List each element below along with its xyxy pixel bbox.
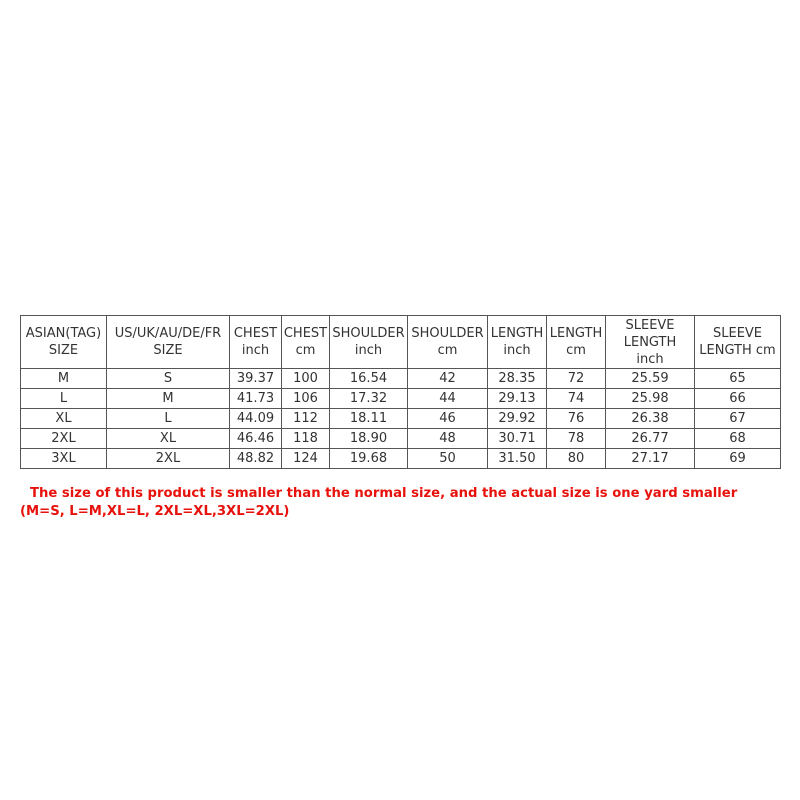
table-cell: 31.50 — [488, 449, 547, 469]
table-cell: 46.46 — [230, 429, 282, 449]
table-cell: 2XL — [21, 429, 107, 449]
table-cell: 72 — [547, 369, 606, 389]
table-cell: 78 — [547, 429, 606, 449]
header-length-inch: LENGTH inch — [488, 316, 547, 369]
table-cell: 29.13 — [488, 389, 547, 409]
header-asian-size: ASIAN(TAG) SIZE — [21, 316, 107, 369]
table-cell: 18.11 — [330, 409, 408, 429]
table-cell: 39.37 — [230, 369, 282, 389]
table-cell: 18.90 — [330, 429, 408, 449]
table-cell: 28.35 — [488, 369, 547, 389]
table-cell: 44 — [408, 389, 488, 409]
table-row — [21, 389, 781, 409]
size-note-text: The size of this product is smaller than the normal size, and the actual size is one yard smaller — [30, 486, 738, 501]
table-cell: 67 — [695, 409, 781, 429]
header-intl-size: US/UK/AU/DE/FR SIZE — [107, 316, 230, 369]
table-cell: 48.82 — [230, 449, 282, 469]
table-row — [21, 409, 781, 429]
table-cell: 74 — [547, 389, 606, 409]
table-cell: 80 — [547, 449, 606, 469]
table-row — [21, 449, 781, 469]
table-cell: 124 — [282, 449, 330, 469]
header-chest-inch: CHEST inch — [230, 316, 282, 369]
table-cell: 68 — [695, 429, 781, 449]
header-shoulder-inch: SHOULDER inch — [330, 316, 408, 369]
table-cell: 118 — [282, 429, 330, 449]
table-cell: XL — [107, 429, 230, 449]
table-cell: 106 — [282, 389, 330, 409]
header-sleeve-length-inch: SLEEVE LENGTH inch — [606, 316, 695, 369]
table-cell: 16.54 — [330, 369, 408, 389]
table-cell: 69 — [695, 449, 781, 469]
table-cell: 26.38 — [606, 409, 695, 429]
table-cell: 44.09 — [230, 409, 282, 429]
header-row — [21, 316, 781, 369]
header-chest-cm: CHEST cm — [282, 316, 330, 369]
table-cell: 66 — [695, 389, 781, 409]
table-cell: 42 — [408, 369, 488, 389]
table-cell: 3XL — [21, 449, 107, 469]
table-cell: 25.98 — [606, 389, 695, 409]
size-chart-table — [20, 315, 781, 469]
table-cell: 29.92 — [488, 409, 547, 429]
table-row — [21, 429, 781, 449]
table-cell: 19.68 — [330, 449, 408, 469]
table-cell: 100 — [282, 369, 330, 389]
table-row — [21, 369, 781, 389]
table-cell: 65 — [695, 369, 781, 389]
table-cell: S — [107, 369, 230, 389]
table-cell: 50 — [408, 449, 488, 469]
size-note — [20, 485, 785, 521]
table-cell: 41.73 — [230, 389, 282, 409]
table-cell: 112 — [282, 409, 330, 429]
table-cell: XL — [21, 409, 107, 429]
table-cell: 25.59 — [606, 369, 695, 389]
table-cell: 76 — [547, 409, 606, 429]
table-cell: M — [107, 389, 230, 409]
table-cell: M — [21, 369, 107, 389]
table-cell: 26.77 — [606, 429, 695, 449]
size-mapping-text: (M=S, L=M,XL=L, 2XL=XL,3XL=2XL) — [20, 504, 290, 519]
table-cell: L — [107, 409, 230, 429]
table-cell: 2XL — [107, 449, 230, 469]
table-cell: 17.32 — [330, 389, 408, 409]
table-cell: 27.17 — [606, 449, 695, 469]
header-shoulder-cm: SHOULDER cm — [408, 316, 488, 369]
table-cell: 46 — [408, 409, 488, 429]
table-cell: 30.71 — [488, 429, 547, 449]
header-sleeve-length-cm: SLEEVE LENGTH cm — [695, 316, 781, 369]
table-cell: L — [21, 389, 107, 409]
header-length-cm: LENGTH cm — [547, 316, 606, 369]
table-cell: 48 — [408, 429, 488, 449]
